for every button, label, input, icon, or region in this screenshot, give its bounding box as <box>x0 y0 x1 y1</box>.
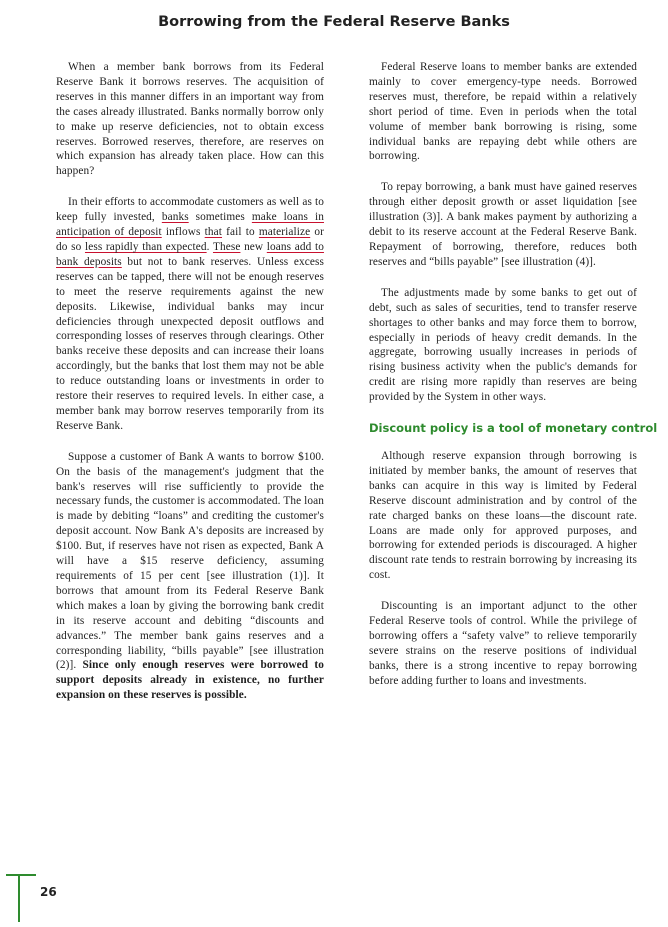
paragraph-repay-borrowing: To repay borrowing, a bank must have gained reserves through either deposit growth or asset liquidation [see illustration (3)]. A bank makes payment by authorizing a debit to its reserve account at the Federal Reserve Bank. Repayment of borrowing, therefore, reduces both reserves and “bills payable” [see illustration (4)]. <box>369 181 637 268</box>
underlined-phrase: loans add to bank deposits <box>56 240 324 268</box>
underlined-phrase: banks <box>161 211 189 224</box>
paragraph-borrowing-reserves: When a member bank borrows from its Federal Reserve Bank it borrows reserves. The acquisition of reserves in this manner differs in an important way from the cases already illustrated. Banks normally borrow only to make up reserve deficiencies, not to obtain excess reserves. Borrowed reserves, therefore, are reserves on which expansion has already taken place. How can this happen? <box>56 61 324 178</box>
underlined-phrase: These <box>212 240 241 253</box>
page-header: Borrowing from the Federal Reserve Banks <box>158 14 510 30</box>
text-segment: In their efforts to accommodate customers as well as to keep fully invested, <box>56 196 324 224</box>
right-column <box>369 60 658 705</box>
text-segment: . <box>206 240 210 253</box>
bold-conclusion: Since only enough reserves were borrowed to support deposits already in existence, no further expansion on these reserves is possible. <box>56 659 324 702</box>
text-segment: sometimes <box>195 211 245 224</box>
text-segment: but not to bank reserves. Unless excess reserves can be tapped, there will not be enough reserves to meet the reserve requirements against the new deposits. Likewise, individual banks may incur deficiencies through unexpected deposit outflows and corresponding losses of reserves through clearings. Other banks receive these deposits and can increase their loans accordingly, but the banks that lost them may not be able to reduce outstanding loans or investments in order to restore their reserves to required levels. In either case, a member bank may borrow reserves temporarily from its Reserve Bank. <box>56 255 324 432</box>
corner-mark-vertical <box>18 874 20 922</box>
paragraph-discounting-adjunct: Discounting is an important adjunct to the other Federal Reserve tools of control. While the privilege of borrowing offers a “safety valve” to relieve temporarily severe strains on the reserve positions of individual banks, there is a strong incentive to repay borrowing before adding further to loans and investments. <box>369 600 637 687</box>
page-number: 26 <box>40 885 57 899</box>
corner-mark-horizontal <box>6 874 36 876</box>
left-column <box>56 60 324 719</box>
text-segment: or do so <box>56 226 324 253</box>
text-segment: Suppose a customer of Bank A wants to borrow $100. On the basis of the management's judgment that the bank's reserves will rise sufficiently to provide the necessary funds, the customer is accommodated. The loan is made by debiting “loans” and crediting the customer's deposit account. Now Bank A's deposits are increased by $100. But, if reserves have not risen as expected, Bank A will have a $15 reserve deficiency, assuming requirements of 15 per cent [see illustration (1)]. It borrows that amount from its Federal Reserve Bank which makes a loan by giving the borrowing bank credit in its reserve account and debiting “discounts and advances.” The member bank gains reserves and a corresponding liability, “bills payable” [see illustration (2)]. <box>56 450 324 672</box>
text-segment: new <box>244 240 264 253</box>
paragraph-loan-anticipation <box>56 195 324 434</box>
underlined-phrase: make loans in anticipation of deposit <box>56 211 324 239</box>
paragraph-adjustments: The adjustments made by some banks to get out of debt, such as sales of securities, tend to transfer reserve shortages to other banks and may force them to borrow, especially in periods of heavy credit demands. In the aggregate, borrowing usually increases in periods of rising business activity when the public's demands for credit are rising more rapidly than reserves are being provided by the System in other ways. <box>369 286 637 404</box>
paragraph-emergency-loans: Federal Reserve loans to member banks are extended mainly to cover emergency-type needs. Borrowed reserves must, therefore, be repaid within a relatively short period of time. Even in periods when the total volume of member bank borrowing is rising, some individual banks are repaying debt while others are borrowing. <box>369 61 637 163</box>
paragraph-bank-a-example <box>56 450 324 703</box>
page-corner-mark <box>6 862 36 922</box>
underlined-phrase: materialize <box>258 226 311 239</box>
section-heading: Discount policy is a tool of monetary control <box>369 421 658 436</box>
text-segment: fail to <box>226 226 255 239</box>
text-segment: inflows <box>165 226 201 239</box>
paragraph-discount-administration: Although reserve expansion through borrowing is initiated by member banks, the amount of reserves that banks can acquire in this way is limited by Federal Reserve discount administration and by control of the rate charged banks on these loans—the discount rate. Loans are made only for approved purposes, and borrowing for extended periods is discouraged. A higher discount rate tends to restrain borrowing by increasing its cost. <box>369 450 637 582</box>
underlined-phrase: that <box>204 226 223 239</box>
underlined-phrase: less rapidly than expected <box>84 240 207 253</box>
